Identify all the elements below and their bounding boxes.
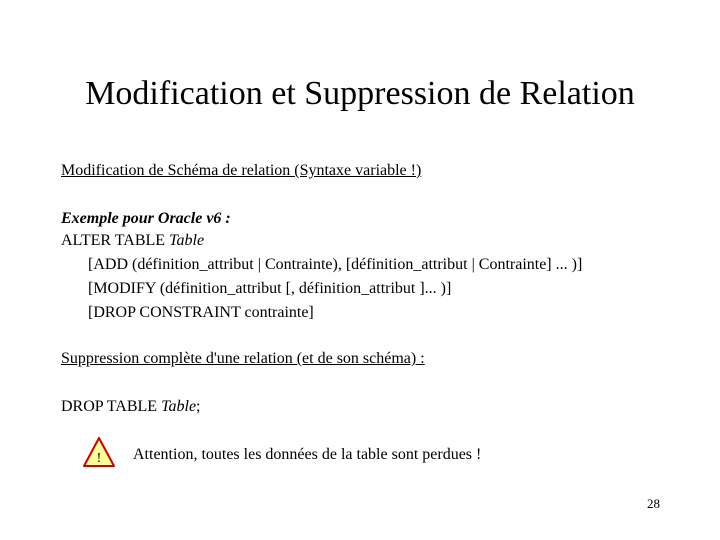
alter-keyword: ALTER TABLE [61, 232, 170, 249]
warning-text: Attention, toutes les données de la table sont perdues ! [133, 446, 482, 463]
warning-symbol: ! [96, 451, 102, 466]
alter-modify-clause: [MODIFY (définition_attribut [, définition_attribut ]... )] [88, 280, 452, 297]
example-heading: Exemple pour Oracle v6 : [61, 210, 231, 227]
warning-icon [82, 436, 116, 468]
page-number: 28 [647, 496, 660, 511]
drop-keyword: DROP TABLE [61, 398, 162, 415]
alter-table-name: Table [169, 232, 205, 249]
alter-drop-clause: [DROP CONSTRAINT contrainte] [88, 304, 314, 321]
drop-table-name: Table [161, 398, 197, 415]
alter-table-line [61, 230, 204, 252]
section-heading-modification: Modification de Schéma de relation (Syntaxe variable !) [61, 162, 422, 179]
alter-add-clause: [ADD (définition_attribut | Contrainte), [définition_attribut | Contrainte] ... )] [88, 256, 583, 273]
drop-table-line [61, 396, 201, 418]
section-heading-suppression: Suppression complète d'une relation (et de son schéma) : [61, 350, 425, 367]
slide-title: Modification et Suppression de Relation [85, 75, 635, 112]
drop-suffix: ; [196, 398, 201, 415]
